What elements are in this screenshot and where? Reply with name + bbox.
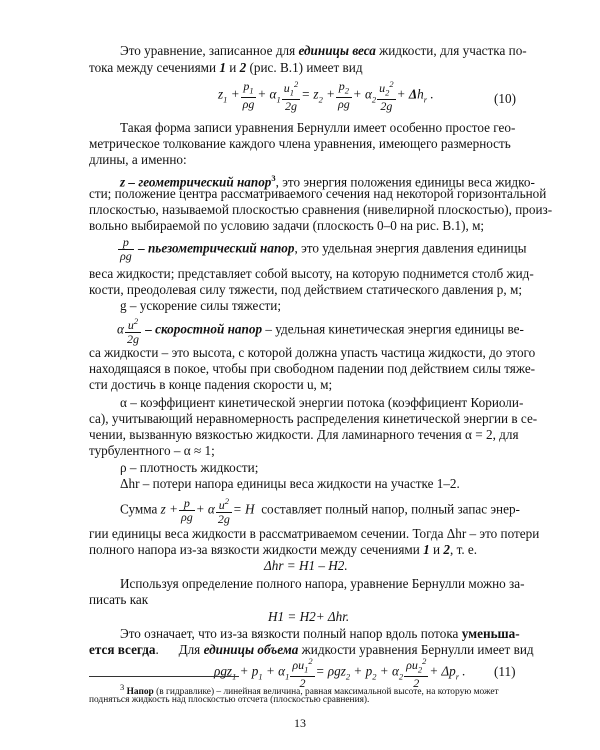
- paragraph-line: α – коэффициент кинетической энергии потока (коэффициент Кориоли-: [120, 395, 524, 410]
- paragraph-line: кости, преодолевая силу тяжести, под действием статического давления p, м;: [89, 282, 522, 297]
- paragraph-line: $\frac{p}{\rho g}$ – пьезометрический напор, это удельная энергия давления единицы: [120, 235, 527, 263]
- paragraph-line: са жидкости – это высота, с которой должна упасть частица жидкости, до этого: [89, 345, 536, 360]
- paragraph-line: веса жидкости; представляет собой высоту, на которую поднимется столб жид-: [89, 266, 534, 281]
- footnote: $^3$ Напор (в гидравлике) – линейная величина, равная максимальной высоте, на которую может: [120, 682, 499, 698]
- paragraph-line: α $\frac{u^2}{2g}$ – скоростной напор – удельная кинетическая энергия единицы ве-: [117, 316, 524, 346]
- equation-11: $\rho gz_1 + p_1 + \alpha_1$ $\frac{\rho u_1^2}{2}$ = $\rho gz_2 + p_2 + \alpha_2$ $\frac{\rho u_2^2}{2}$ + $\Delta p_r$ .: [214, 656, 466, 691]
- paragraph-line: турбулентного – α ≈ 1;: [89, 443, 215, 458]
- paragraph-line: полного напора из-за вязкости жидкости между сечениями 1 и 2, т. е.: [89, 542, 478, 557]
- paragraph-line: са), учитывающий неравномерность распределения кинетической энергии в се-: [89, 411, 538, 426]
- paragraph-line: метрическое толкование каждого члена уравнения, имеющего размерность: [89, 136, 511, 151]
- paragraph-line: плоскостью, называемой плоскостью сравнения (нивелирной плоскостью), произ-: [89, 202, 553, 217]
- equation-dh: Δhr = H1 – H2.: [264, 558, 348, 573]
- paragraph-line: длины, а именно:: [89, 152, 187, 167]
- paragraph-line: Это уравнение, записанное для единицы веса жидкости, для участка по-: [120, 43, 527, 58]
- equation-h: H1 = H2+ Δhr.: [268, 609, 350, 624]
- equation-10: $z_1$ + $\frac{p_1}{\rho g}$ + $\alpha_1$ $\frac{u_1^2}{2g}$ = $z_2$ + $\frac{p_2}{\rho g}$ + $\alpha_2$ $\frac{u_2^2}{2g}$ + $\Delta h_r$ .: [218, 79, 434, 114]
- page-number: 13: [294, 716, 306, 730]
- paragraph-line: Δhr – потери напора единицы веса жидкости на участке 1–2.: [120, 476, 460, 491]
- equation-number: (10): [494, 91, 516, 106]
- paragraph-line: писать как: [89, 592, 149, 607]
- footnote-divider: [89, 676, 239, 677]
- paragraph-line: Используя определение полного напора, уравнение Бернулли можно за-: [120, 576, 525, 591]
- paragraph-line: g – ускорение силы тяжести;: [120, 298, 282, 313]
- paragraph-line: тока между сечениями 1 и 2 (рис. В.1) имеет вид: [89, 60, 363, 75]
- equation-number: (11): [494, 664, 516, 679]
- paragraph-line: z – геометрический напор$^3$, это энергия положения единицы веса жидко-: [120, 173, 535, 190]
- paragraph-line: чении, вызванную вязкостью жидкости. Для ламинарного течения α = 2, для: [89, 427, 519, 442]
- footnote: подняться жидкость над плоскостью отсчета (плоскостью сравнения).: [89, 695, 370, 705]
- paragraph-line: находящаяся в покое, чтобы при свободном падении под действием силы тяже-: [89, 361, 536, 376]
- paragraph-line: Такая форма записи уравнения Бернулли имеет особенно простое гео-: [120, 120, 516, 135]
- paragraph-line: гии единицы веса жидкости в рассматриваемом сечении. Тогда Δhr – это потери: [89, 526, 540, 541]
- paragraph-line: ется всегда. Для единицы объема жидкости уравнения Бернулли имеет вид: [89, 642, 534, 657]
- paragraph-line: Сумма z + $\frac{p}{\rho g}$ + α $\frac{u^2}{2g}$ = H составляет полный напор, полный запас энер-: [120, 496, 520, 526]
- paragraph-line: сти достичь в конце падения скорости u, м;: [89, 377, 333, 392]
- paragraph-line: вольно выбираемой по условию задачи (плоскость 0–0 на рис. В.1), м;: [89, 218, 485, 233]
- paragraph-line: Это означает, что из-за вязкости полный напор вдоль потока уменьша-: [120, 626, 520, 641]
- paragraph-line: ρ – плотность жидкости;: [120, 460, 259, 475]
- paragraph-line: сти; положение центра рассматриваемого сечения над некоторой горизонтальной: [89, 186, 547, 201]
